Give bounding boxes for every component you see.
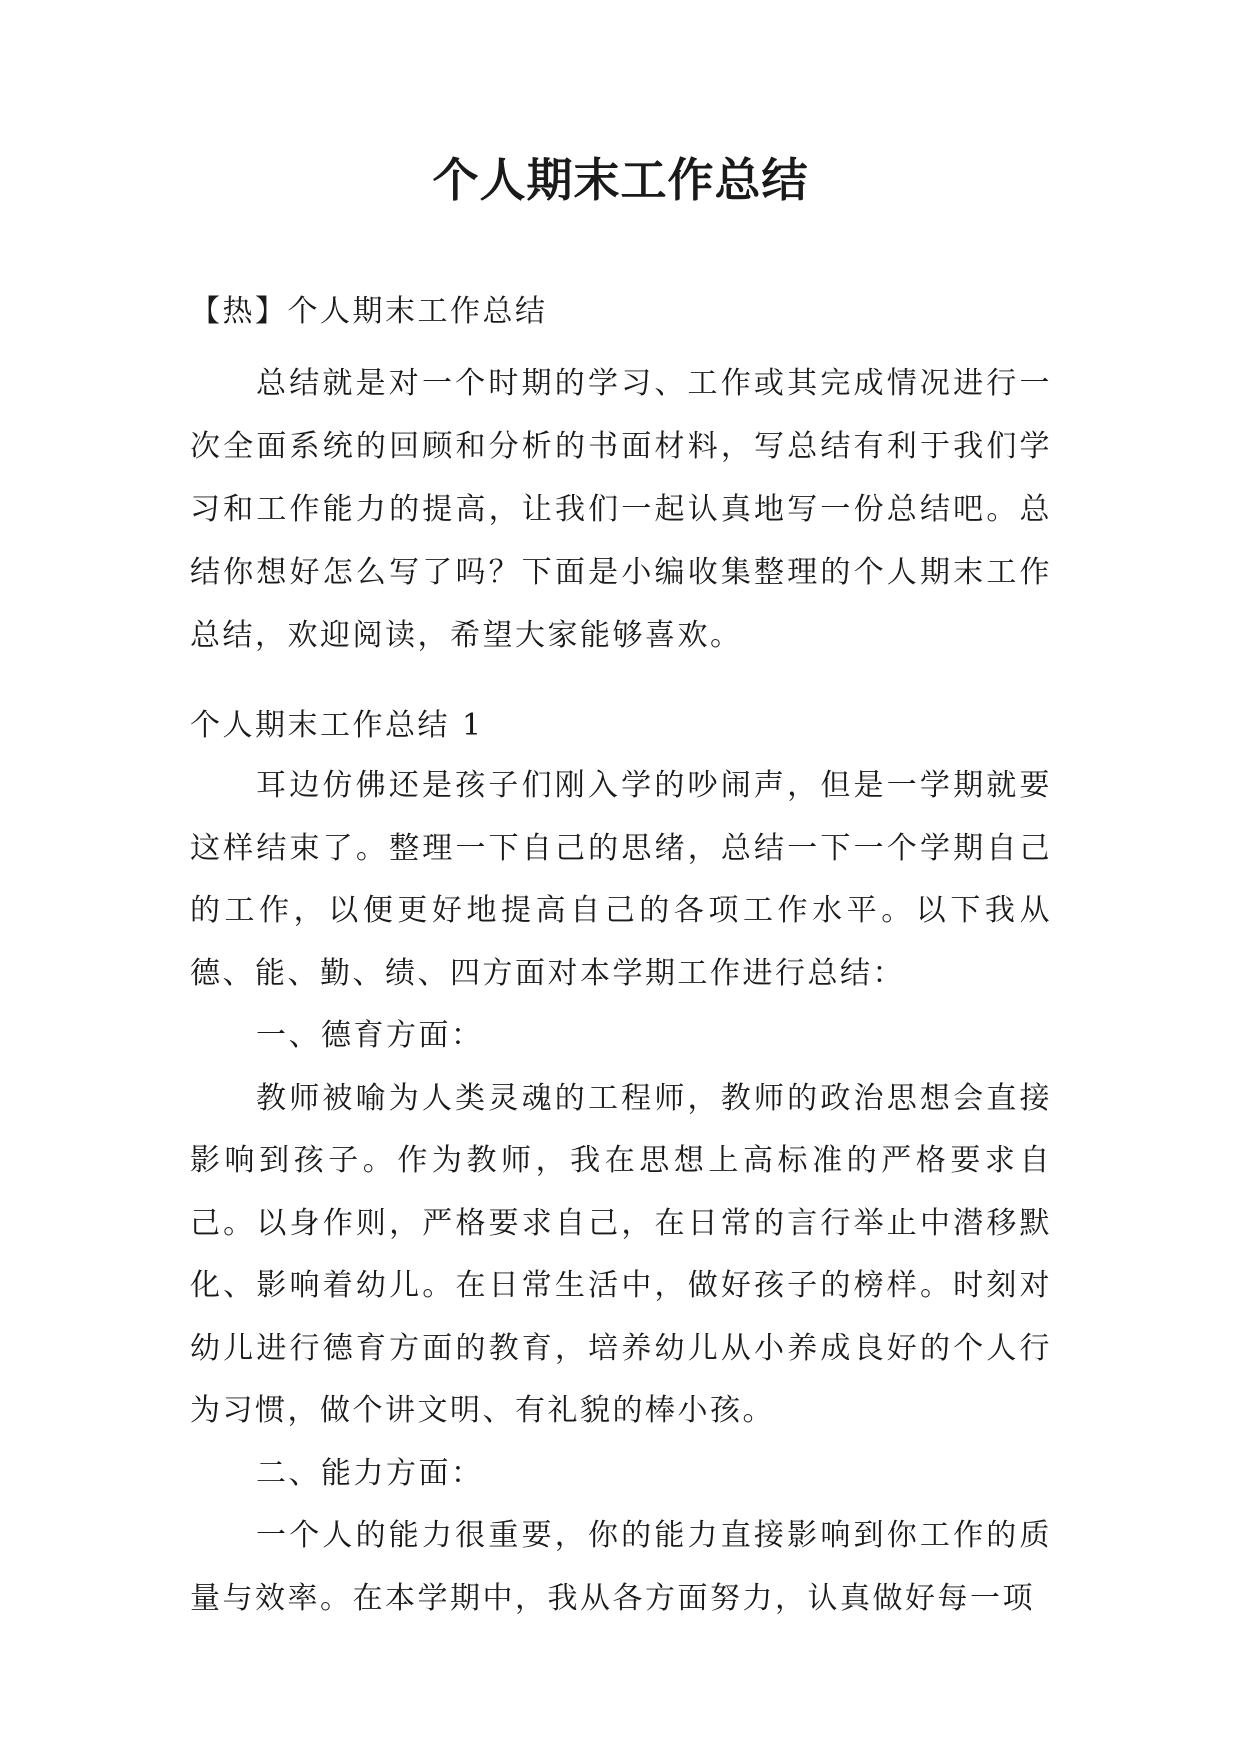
intro-heading: 【热】个人期末工作总结 <box>190 294 548 329</box>
intro-paragraph: 总结就是对一个时期的学习、工作或其完成情况进行一次全面系统的回顾和分析的书面材料，写总结有利于我们学习和工作能力的提高，让我们一起认真地写一份总结吧。总结你想好怎么写了吗？下面是小编收集整理的个人期末工作总结，欢迎阅读，希望大家能够喜欢。 <box>190 366 1052 653</box>
section-content <box>190 755 1052 1630</box>
paragraph-opening: 耳边仿佛还是孩子们刚入学的吵闹声，但是一学期就要这样结束了。整理一下自己的思绪，总结一下一个学期自己的工作，以便更好地提高自己的各项工作水平。以下我从德、能、勤、绩、四方面对本学期工作进行总结： <box>190 768 1052 991</box>
document-title: 个人期末工作总结 <box>432 153 809 207</box>
subheading-ability: 二、能力方面： <box>256 1455 484 1491</box>
paragraph-moral-education: 教师被喻为人类灵魂的工程师，教师的政治思想会直接影响到孩子。作为教师，我在思想上高标准的严格要求自己。以身作则，严格要求自己，在日常的言行举止中潜移默化、影响着幼儿。在日常生活中，做好孩子的榜样。时刻对幼儿进行德育方面的教育，培养幼儿从小养成良好的个人行为习惯，做个讲文明、有礼貌的棒小孩。 <box>190 1080 1052 1428</box>
subheading-moral-education: 一、德育方面： <box>256 1018 484 1053</box>
section-title: 个人期末工作总结 1 <box>190 708 484 743</box>
paragraph-ability: 一个人的能力很重要，你的能力直接影响到你工作的质量与效率。在本学期中，我从各方面努力，认真做好每一项 <box>190 1518 1052 1616</box>
